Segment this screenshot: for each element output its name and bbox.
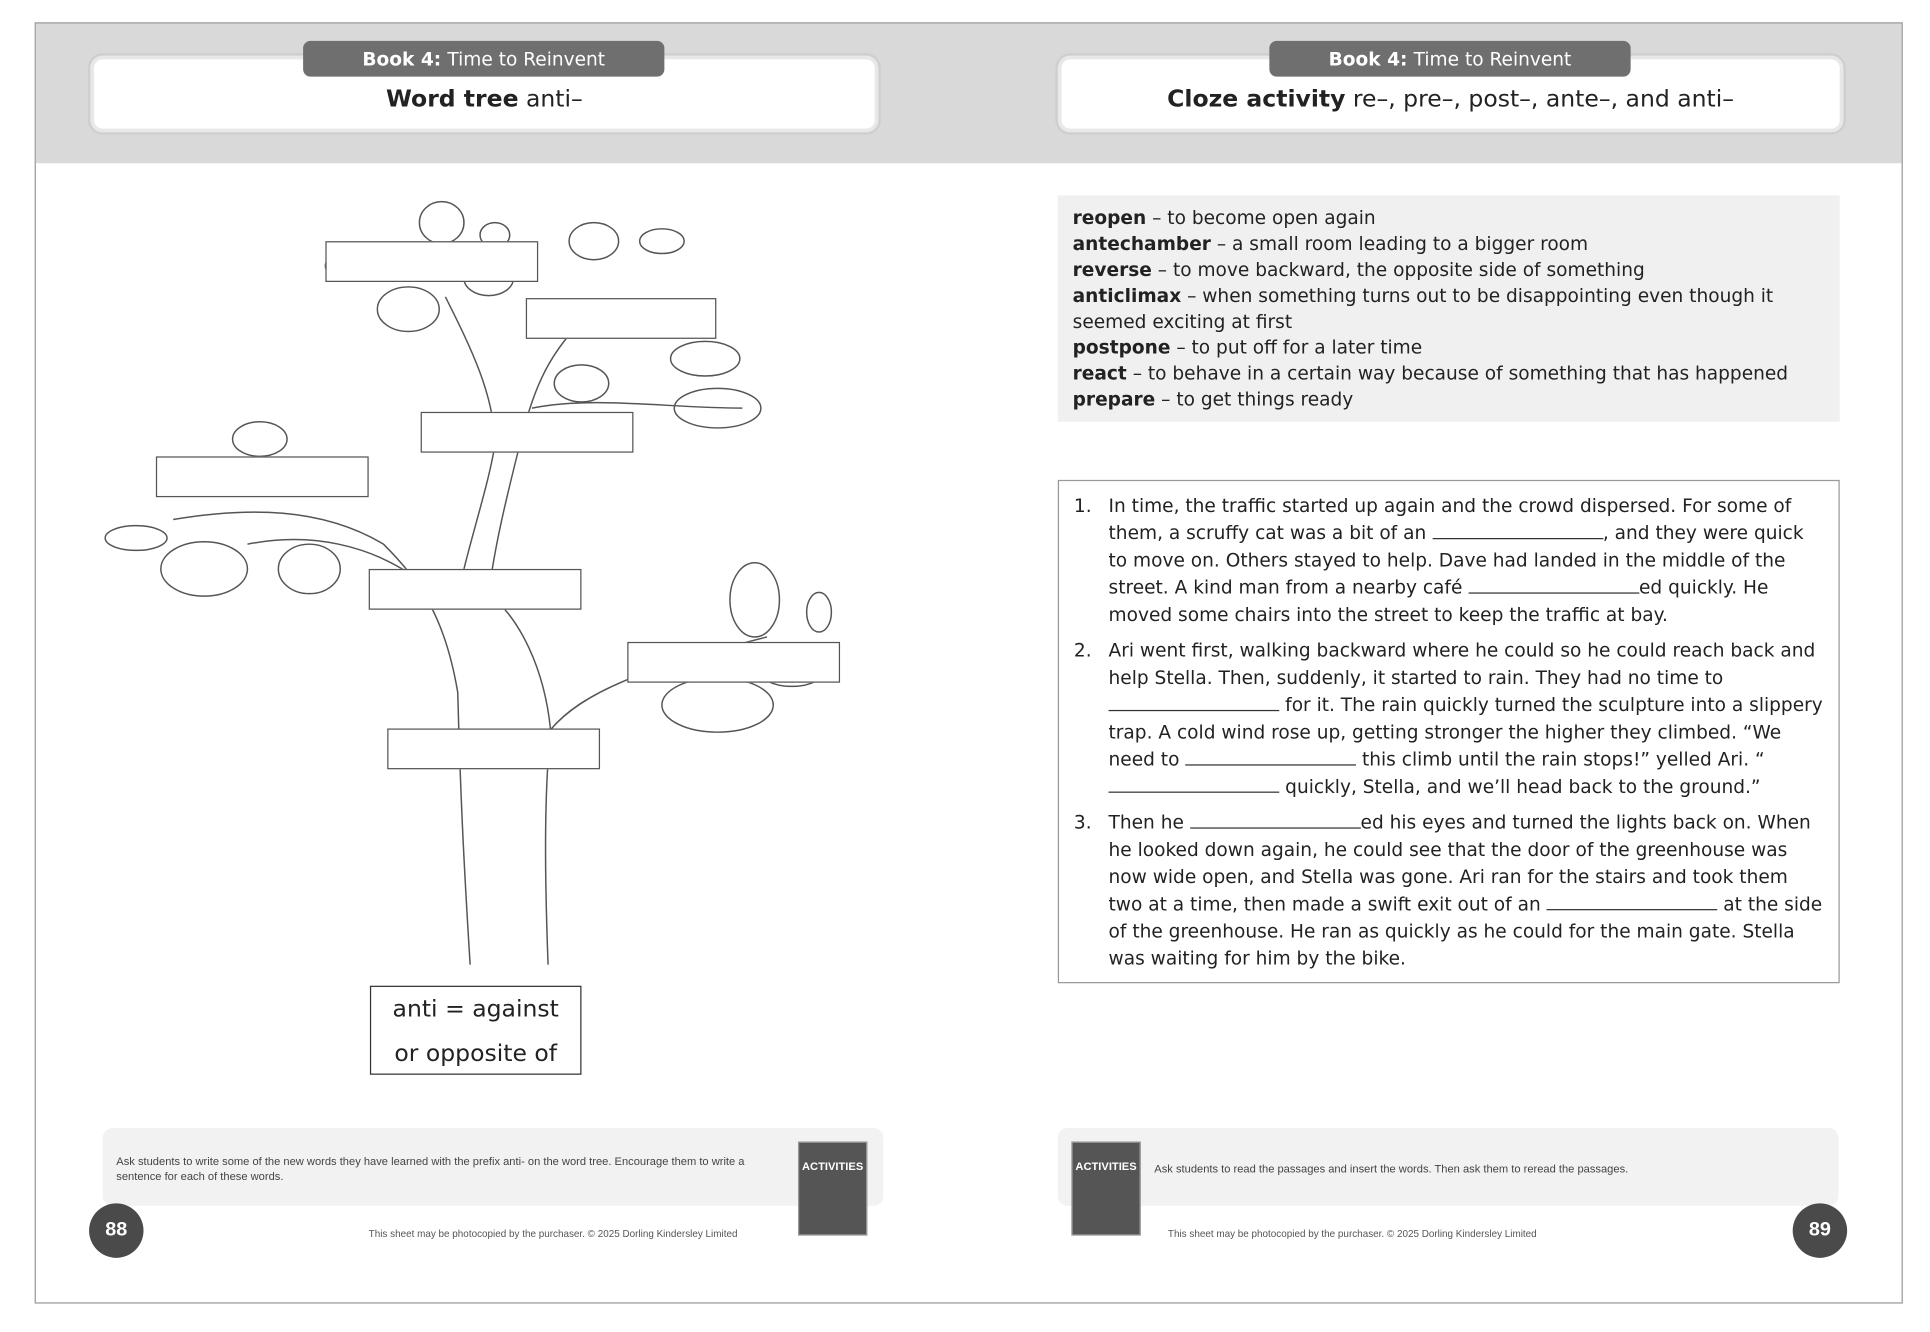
glossary-entry	[1073, 231, 1825, 257]
passage-text: this climb until the rain stops!” yelled Ari. “	[1356, 748, 1765, 771]
word-box-4[interactable]	[156, 456, 369, 497]
word-box-3[interactable]	[421, 412, 634, 453]
passage-text: for it. The rain quickly turned the sculpture into a slippery trap. A cold wind rose up, getting stronger the higher they climbed. “We need to	[1108, 693, 1823, 771]
left-cover-label: ACTIVITIES	[801, 1160, 864, 1173]
passage-text: Then he	[1108, 811, 1190, 834]
answer-blank[interactable]	[1109, 693, 1280, 712]
left-title-text: anti–	[525, 85, 583, 113]
word-box-6[interactable]	[627, 642, 840, 683]
glossary-definition: – to get things ready	[1155, 388, 1354, 411]
glossary-word: postpone	[1072, 336, 1171, 359]
passage-text: , and they were quick to move on. Others stayed to help. Dave had landed in the middle of the street. A kind man from a nearby café	[1108, 521, 1804, 599]
right-tab-text: Time to Reinvent	[1413, 47, 1572, 70]
glossary-entry	[1073, 361, 1825, 387]
definition-line-1: anti = against	[392, 995, 559, 1023]
right-copyright: This sheet may be photocopied by the purchaser. © 2025 Dorling Kindersley Limited	[1167, 1228, 1537, 1240]
glossary-entry	[1073, 283, 1825, 335]
answer-blank[interactable]	[1109, 774, 1280, 793]
glossary-entry	[1073, 387, 1825, 413]
passage-text: ed quickly. He moved some chairs into the street to keep the traffic at bay.	[1108, 576, 1769, 626]
cloze-questions	[1058, 480, 1840, 983]
prefix-definition-box	[370, 986, 582, 1075]
cloze-question	[1074, 809, 1824, 972]
question-number: 1.	[1073, 494, 1092, 517]
glossary-definition: – to put off for a later time	[1170, 336, 1423, 359]
glossary-word: anticlimax	[1072, 284, 1182, 307]
page-number-left: 88	[89, 1203, 143, 1257]
passage-text: at the side of the greenhouse. He ran as quickly as he could for the main gate. Stella was waiting for him by the bike.	[1108, 892, 1823, 970]
glossary-word: reopen	[1072, 206, 1147, 229]
right-book-cover	[1071, 1142, 1140, 1236]
passage-text: ed his eyes and turned the lights back on. When he looked down again, he could see that the door of the greenhouse was now wide open, and Stella was gone. Ari ran for the stairs and took them two at a time, then made a swift exit out of an	[1108, 811, 1811, 916]
glossary-entry	[1073, 257, 1825, 283]
glossary-definition: – to behave in a certain way because of something that has happened	[1126, 362, 1789, 385]
left-tab-text: Time to Reinvent	[447, 47, 606, 70]
word-box-2[interactable]	[526, 298, 717, 339]
glossary-definition: – when something turns out to be disappointing even though it seemed exciting at first	[1072, 284, 1774, 333]
glossary-entry	[1073, 335, 1825, 361]
answer-blank[interactable]	[1468, 575, 1639, 594]
glossary-word: prepare	[1072, 388, 1156, 411]
word-box-5[interactable]	[369, 569, 582, 610]
cloze-question	[1074, 492, 1824, 628]
glossary-definition: – a small room leading to a bigger room	[1210, 232, 1589, 255]
glossary-definition: – to move backward, the opposite side of something	[1151, 258, 1645, 281]
right-teacher-note	[1058, 1128, 1839, 1206]
glossary-entry	[1073, 205, 1825, 231]
right-book-tab	[1269, 41, 1630, 77]
right-note-text: Ask students to read the passages and insert the words. Then ask them to reread the passages.	[1154, 1162, 1629, 1175]
glossary-definition: – to become open again	[1146, 206, 1376, 229]
left-title-bold: Word tree	[385, 85, 519, 113]
answer-blank[interactable]	[1185, 747, 1356, 766]
word-box-1[interactable]	[325, 241, 538, 282]
glossary-box	[1058, 195, 1840, 421]
left-book-cover	[798, 1142, 867, 1236]
answer-blank[interactable]	[1547, 892, 1718, 911]
glossary-word: react	[1072, 362, 1127, 385]
definition-line-2: or opposite of	[394, 1040, 558, 1068]
cloze-question	[1074, 637, 1824, 800]
answer-blank[interactable]	[1190, 810, 1361, 829]
passage-text: quickly, Stella, and we’ll head back to the ground.”	[1279, 775, 1761, 798]
left-note-text: Ask students to write some of the new words they have learned with the prefix anti- on the word tree. Encourage them to write a sentence for each of these words.	[116, 1155, 745, 1183]
right-tab-bold: Book 4:	[1328, 47, 1408, 70]
glossary-word: antechamber	[1072, 232, 1211, 255]
left-copyright: This sheet may be photocopied by the purchaser. © 2025 Dorling Kindersley Limited	[368, 1228, 738, 1240]
page-number-right: 89	[1793, 1203, 1847, 1257]
right-cover-label: ACTIVITIES	[1075, 1160, 1137, 1173]
answer-blank[interactable]	[1432, 521, 1603, 540]
passage-text: Ari went first, walking backward where he could so he could reach back and help Stella. Then, suddenly, it started to rain. They had no time to	[1108, 639, 1816, 689]
left-tab-bold: Book 4:	[362, 47, 442, 70]
question-number: 3.	[1073, 811, 1092, 834]
right-title-text: re–, pre–, post–, ante–, and anti–	[1352, 85, 1735, 113]
word-tree-illustration	[0, 0, 965, 1113]
left-teacher-note	[103, 1128, 884, 1206]
glossary-word: reverse	[1072, 258, 1152, 281]
question-number: 2.	[1073, 639, 1092, 662]
passage-text: In time, the traffic started up again and the crowd dispersed. For some of them, a scruffy cat was a bit of an	[1108, 494, 1792, 545]
right-title-bold: Cloze activity	[1167, 85, 1346, 113]
word-box-7[interactable]	[387, 728, 600, 769]
